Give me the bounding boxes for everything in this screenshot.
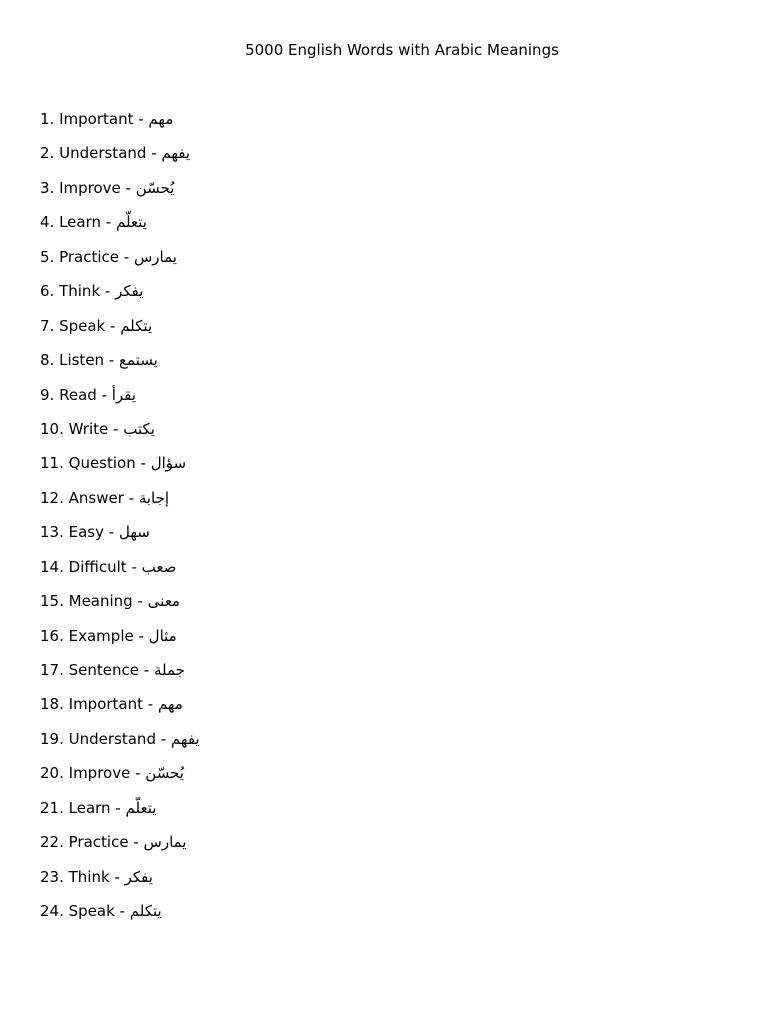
item-number: 6. bbox=[40, 282, 55, 301]
list-item: 13. Easy - سهل bbox=[40, 523, 150, 542]
english-word: Understand bbox=[59, 144, 147, 163]
arabic-meaning: يكتب bbox=[123, 419, 155, 438]
arabic-meaning: مثال bbox=[148, 626, 177, 645]
arabic-meaning: مهم bbox=[148, 110, 174, 128]
arabic-meaning: يتعلّم bbox=[115, 213, 147, 232]
list-item: 18. Important - مهم bbox=[40, 695, 183, 714]
item-number: 3. bbox=[40, 178, 55, 197]
english-word: Important bbox=[59, 110, 134, 128]
list-item: 5. Practice - يمارس bbox=[40, 247, 177, 266]
english-word: Improve bbox=[68, 764, 131, 783]
arabic-meaning: يفهم bbox=[170, 729, 200, 748]
item-number: 1. bbox=[40, 110, 55, 128]
list-item: 12. Answer - إجابة bbox=[40, 488, 170, 507]
item-number: 14. bbox=[40, 557, 64, 576]
list-item: 6. Think - يفكر bbox=[40, 282, 144, 301]
list-item: 19. Understand - يفهم bbox=[40, 729, 200, 748]
item-number: 10. bbox=[40, 419, 64, 438]
item-number: 11. bbox=[40, 454, 64, 473]
english-word: Difficult bbox=[68, 557, 127, 576]
list-item: 10. Write - يكتب bbox=[40, 419, 155, 438]
arabic-meaning: يستمع bbox=[119, 351, 158, 370]
item-number: 12. bbox=[40, 488, 64, 507]
english-word: Speak bbox=[59, 316, 106, 335]
document-title: 5000 English Words with Arabic Meanings bbox=[245, 41, 559, 59]
item-number: 15. bbox=[40, 592, 64, 611]
english-word: Answer bbox=[68, 488, 124, 507]
list-item: 4. Learn - يتعلّم bbox=[40, 213, 147, 232]
english-word: Improve bbox=[59, 178, 121, 197]
list-item: 23. Think - يفكر bbox=[40, 867, 153, 886]
english-word: Example bbox=[68, 626, 134, 645]
word-list bbox=[40, 108, 200, 935]
item-number: 21. bbox=[40, 798, 64, 817]
item-number: 22. bbox=[40, 833, 64, 852]
list-item: 21. Learn - يتعلّم bbox=[40, 798, 157, 817]
english-word: Learn bbox=[59, 213, 102, 232]
list-item: 8. Listen - يستمع bbox=[40, 351, 158, 370]
list-item: 9. Read - يقرأ bbox=[40, 385, 136, 404]
arabic-meaning: إجابة bbox=[138, 488, 170, 507]
arabic-meaning: يتعلّم bbox=[125, 798, 157, 817]
item-number: 9. bbox=[40, 385, 55, 404]
english-word: Practice bbox=[59, 247, 120, 266]
arabic-meaning: يمارس bbox=[133, 247, 177, 266]
english-word: Understand bbox=[68, 729, 156, 748]
list-item: 11. Question - سؤال bbox=[40, 454, 187, 473]
arabic-meaning: يمارس bbox=[143, 833, 187, 852]
list-item: 7. Speak - يتكلم bbox=[40, 316, 153, 335]
list-item: 20. Improve - يُحسّن bbox=[40, 764, 184, 783]
english-word: Listen bbox=[59, 351, 105, 370]
english-word: Speak bbox=[68, 902, 115, 921]
arabic-meaning: جملة bbox=[153, 661, 185, 679]
list-item: 1. Important - مهم bbox=[40, 110, 174, 128]
english-word: Meaning bbox=[68, 592, 133, 611]
item-number: 13. bbox=[40, 523, 64, 542]
item-number: 5. bbox=[40, 247, 55, 266]
item-number: 23. bbox=[40, 867, 64, 886]
item-number: 16. bbox=[40, 626, 64, 645]
item-number: 17. bbox=[40, 661, 64, 679]
item-number: 7. bbox=[40, 316, 55, 335]
english-word: Write bbox=[68, 419, 109, 438]
item-number: 18. bbox=[40, 695, 64, 714]
english-word: Important bbox=[68, 695, 144, 714]
english-word: Practice bbox=[68, 833, 129, 852]
arabic-meaning: يفكر bbox=[124, 867, 153, 886]
arabic-meaning: صعب bbox=[141, 557, 177, 576]
arabic-meaning: سهل bbox=[118, 523, 150, 542]
arabic-meaning: مهم bbox=[157, 695, 183, 714]
arabic-meaning: يفهم bbox=[161, 144, 191, 163]
list-item: 16. Example - مثال bbox=[40, 626, 177, 645]
list-item: 2. Understand - يفهم bbox=[40, 144, 191, 163]
list-item: 15. Meaning - معنى bbox=[40, 592, 180, 611]
arabic-meaning: يُحسّن bbox=[145, 764, 184, 783]
item-number: 24. bbox=[40, 902, 64, 921]
english-word: Think bbox=[68, 867, 110, 886]
arabic-meaning: سؤال bbox=[150, 454, 187, 473]
arabic-meaning: يُحسّن bbox=[135, 178, 175, 197]
item-number: 19. bbox=[40, 729, 64, 748]
english-word: Read bbox=[59, 385, 97, 404]
english-word: Learn bbox=[68, 798, 111, 817]
list-item: 3. Improve - يُحسّن bbox=[40, 178, 175, 197]
list-item: 17. Sentence - جملة bbox=[40, 661, 185, 679]
arabic-meaning: يقرأ bbox=[111, 385, 136, 404]
list-item: 22. Practice - يمارس bbox=[40, 833, 187, 852]
item-number: 2. bbox=[40, 144, 55, 163]
english-word: Easy bbox=[68, 523, 105, 542]
arabic-meaning: يفكر bbox=[115, 282, 144, 301]
arabic-meaning: يتكلم bbox=[129, 902, 162, 921]
english-word: Question bbox=[68, 454, 136, 473]
item-number: 4. bbox=[40, 213, 55, 232]
item-number: 8. bbox=[40, 351, 55, 370]
list-item: 24. Speak - يتكلم bbox=[40, 902, 162, 921]
item-number: 20. bbox=[40, 764, 64, 783]
english-word: Think bbox=[59, 282, 101, 301]
list-item: 14. Difficult - صعب bbox=[40, 557, 177, 576]
arabic-meaning: يتكلم bbox=[120, 316, 153, 335]
arabic-meaning: معنى bbox=[147, 592, 180, 611]
english-word: Sentence bbox=[68, 661, 139, 679]
